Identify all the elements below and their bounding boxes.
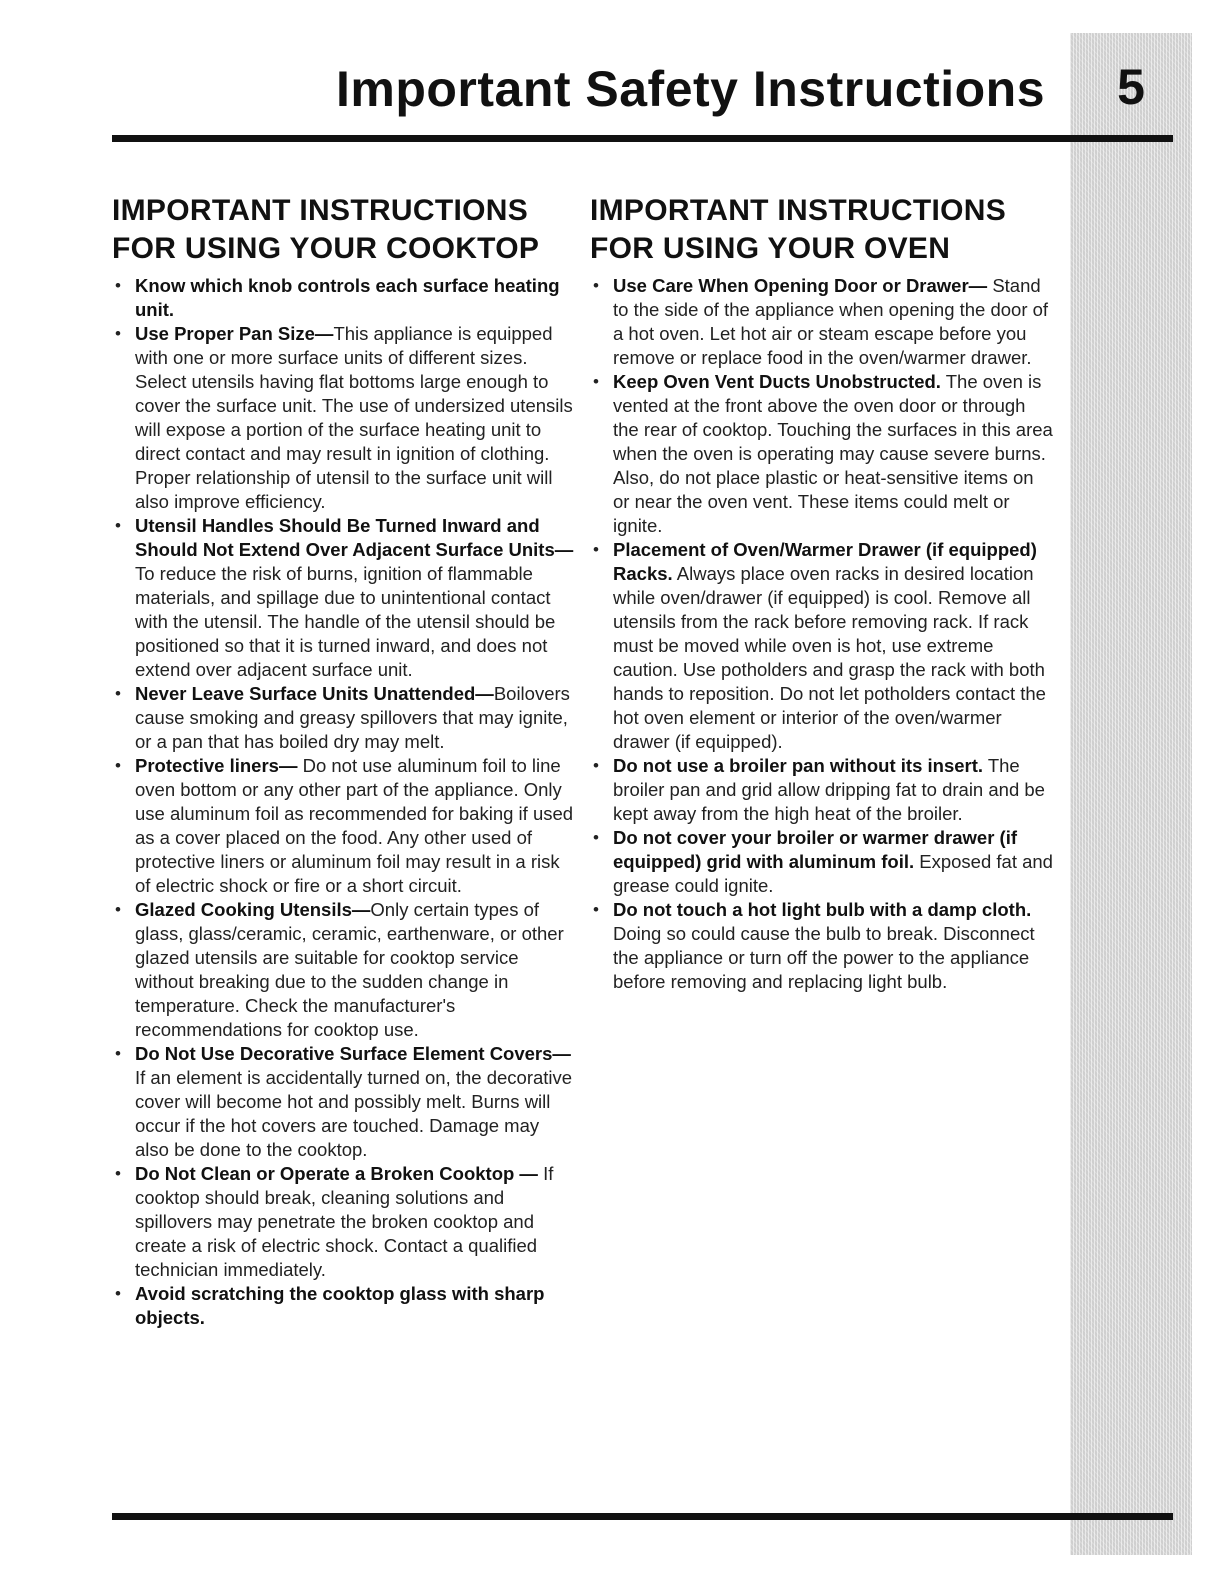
item-text: Doing so could cause the bulb to break. Disconnect the appliance or turn off the power to the appliance before removing and replacing light bulb. xyxy=(613,923,1035,992)
list-item xyxy=(590,826,1055,898)
item-title: Utensil Handles Should Be Turned Inward and Should Not Extend Over Adjacent Surface Units— xyxy=(135,515,574,560)
item-title: Placement of Oven/Warmer Drawer (if equipped) Racks. xyxy=(613,539,1037,584)
item-text: If an element is accidentally turned on, the decorative cover will become hot and possibly melt. Burns will occur if the hot covers are touched. Damage may also be done to the cooktop. xyxy=(135,1067,573,1160)
item-text: If cooktop should break, cleaning solutions and spillovers may penetrate the broken cooktop and create a risk of electric shock. Contact a qualified technician immediately. xyxy=(135,1163,554,1280)
page-side-tab xyxy=(1070,33,1192,1555)
list-item xyxy=(112,274,577,322)
item-title: Never Leave Surface Units Unattended— xyxy=(135,683,494,704)
list-item xyxy=(112,1282,577,1330)
cooktop-instruction-list xyxy=(112,274,577,1330)
list-item xyxy=(590,754,1055,826)
item-title: Do not touch a hot light bulb with a damp cloth. xyxy=(613,899,1032,920)
list-item xyxy=(112,322,577,514)
item-title: Keep Oven Vent Ducts Unobstructed. xyxy=(613,371,941,392)
list-item xyxy=(590,274,1055,370)
page-number: 5 xyxy=(1117,59,1145,115)
list-item xyxy=(590,370,1055,538)
list-item xyxy=(112,1042,577,1162)
item-title: Do Not Use Decorative Surface Element Covers— xyxy=(135,1043,571,1064)
item-title: Use Proper Pan Size— xyxy=(135,323,334,344)
item-title: Do not use a broiler pan without its insert. xyxy=(613,755,984,776)
list-item xyxy=(112,754,577,898)
list-item xyxy=(112,898,577,1042)
item-title: Glazed Cooking Utensils— xyxy=(135,899,371,920)
item-text: The oven is vented at the front above the oven door or through the rear of cooktop. Touching the surfaces in this area when the oven is operating may cause severe burns. Also, do not place plastic or heat-sensitive items on or near the oven vent. These items could melt or ignite. xyxy=(613,371,1053,536)
item-title: Know which knob controls each surface heating unit. xyxy=(135,275,560,320)
item-text: The broiler pan and grid allow dripping fat to drain and be kept away from the high heat of the broiler. xyxy=(613,755,1045,824)
cooktop-heading-line2: FOR USING YOUR COOKTOP xyxy=(112,232,540,265)
list-item xyxy=(112,682,577,754)
item-title: Use Care When Opening Door or Drawer— xyxy=(613,275,993,296)
item-title: Avoid scratching the cooktop glass with sharp objects. xyxy=(135,1283,545,1328)
item-title: Do Not Clean or Operate a Broken Cooktop — xyxy=(135,1163,544,1184)
cooktop-instructions-column xyxy=(112,192,577,1330)
oven-instruction-list xyxy=(590,274,1055,994)
item-title: Do not cover your broiler or warmer drawer (if equipped) grid with aluminum foil. xyxy=(613,827,1018,872)
oven-heading-line1: IMPORTANT INSTRUCTIONS xyxy=(590,194,1007,227)
item-text: Do not use aluminum foil to line oven bottom or any other part of the appliance. Only use aluminum foil as recommended for baking if used as a cover placed on the food. Any other used of protective liners or aluminum foil may result in a risk of electric shock or fire or a short circuit. xyxy=(135,755,574,896)
item-text: Only certain types of glass, glass/ceramic, ceramic, earthenware, or other glazed utensils are suitable for cooktop service without breaking due to the sudden change in temperature. Check the manufacturer's recommendations for cooktop use. xyxy=(135,899,564,1040)
header-rule xyxy=(112,135,1173,142)
footer-rule xyxy=(112,1513,1173,1520)
page-title: Important Safety Instructions xyxy=(335,61,1045,117)
list-item xyxy=(590,538,1055,754)
item-text: Exposed fat and grease could ignite. xyxy=(613,851,1053,896)
oven-heading-line2: FOR USING YOUR OVEN xyxy=(590,232,951,265)
item-title: Protective liners— xyxy=(135,755,303,776)
item-text: Stand to the side of the appliance when opening the door of a hot oven. Let hot air or steam escape before you remove or replace food in the oven/warmer drawer. xyxy=(613,275,1049,368)
list-item xyxy=(590,898,1055,994)
cooktop-heading-line1: IMPORTANT INSTRUCTIONS xyxy=(112,194,529,227)
item-text: This appliance is equipped with one or more surface units of different sizes. Select utensils having flat bottoms large enough to cover the surface unit. The use of undersized utensils will expose a portion of the surface heating unit to direct contact and may result in ignition of clothing. Proper relationship of utensil to the surface unit will also improve efficiency. xyxy=(135,323,573,512)
cooktop-section-heading xyxy=(112,192,577,268)
oven-section-heading xyxy=(590,192,1055,268)
oven-instructions-column xyxy=(590,192,1055,994)
item-text: Always place oven racks in desired location while oven/drawer (if equipped) is cool. Remove all utensils from the rack before removing rack. If rack must be moved while oven is hot, use extreme caution. Use potholders and grasp the rack with both hands to reposition. Do not let potholders contact the hot oven element or interior of the oven/warmer drawer (if equipped). xyxy=(613,563,1046,752)
list-item xyxy=(112,514,577,682)
item-text: To reduce the risk of burns, ignition of flammable materials, and spillage due to unintentional contact with the utensil. The handle of the utensil should be positioned so that it is turned inward, and does not extend over adjacent surface unit. xyxy=(135,563,556,680)
item-text: Boilovers cause smoking and greasy spillovers that may ignite, or a pan that has boiled dry may melt. xyxy=(135,683,570,752)
list-item xyxy=(112,1162,577,1282)
